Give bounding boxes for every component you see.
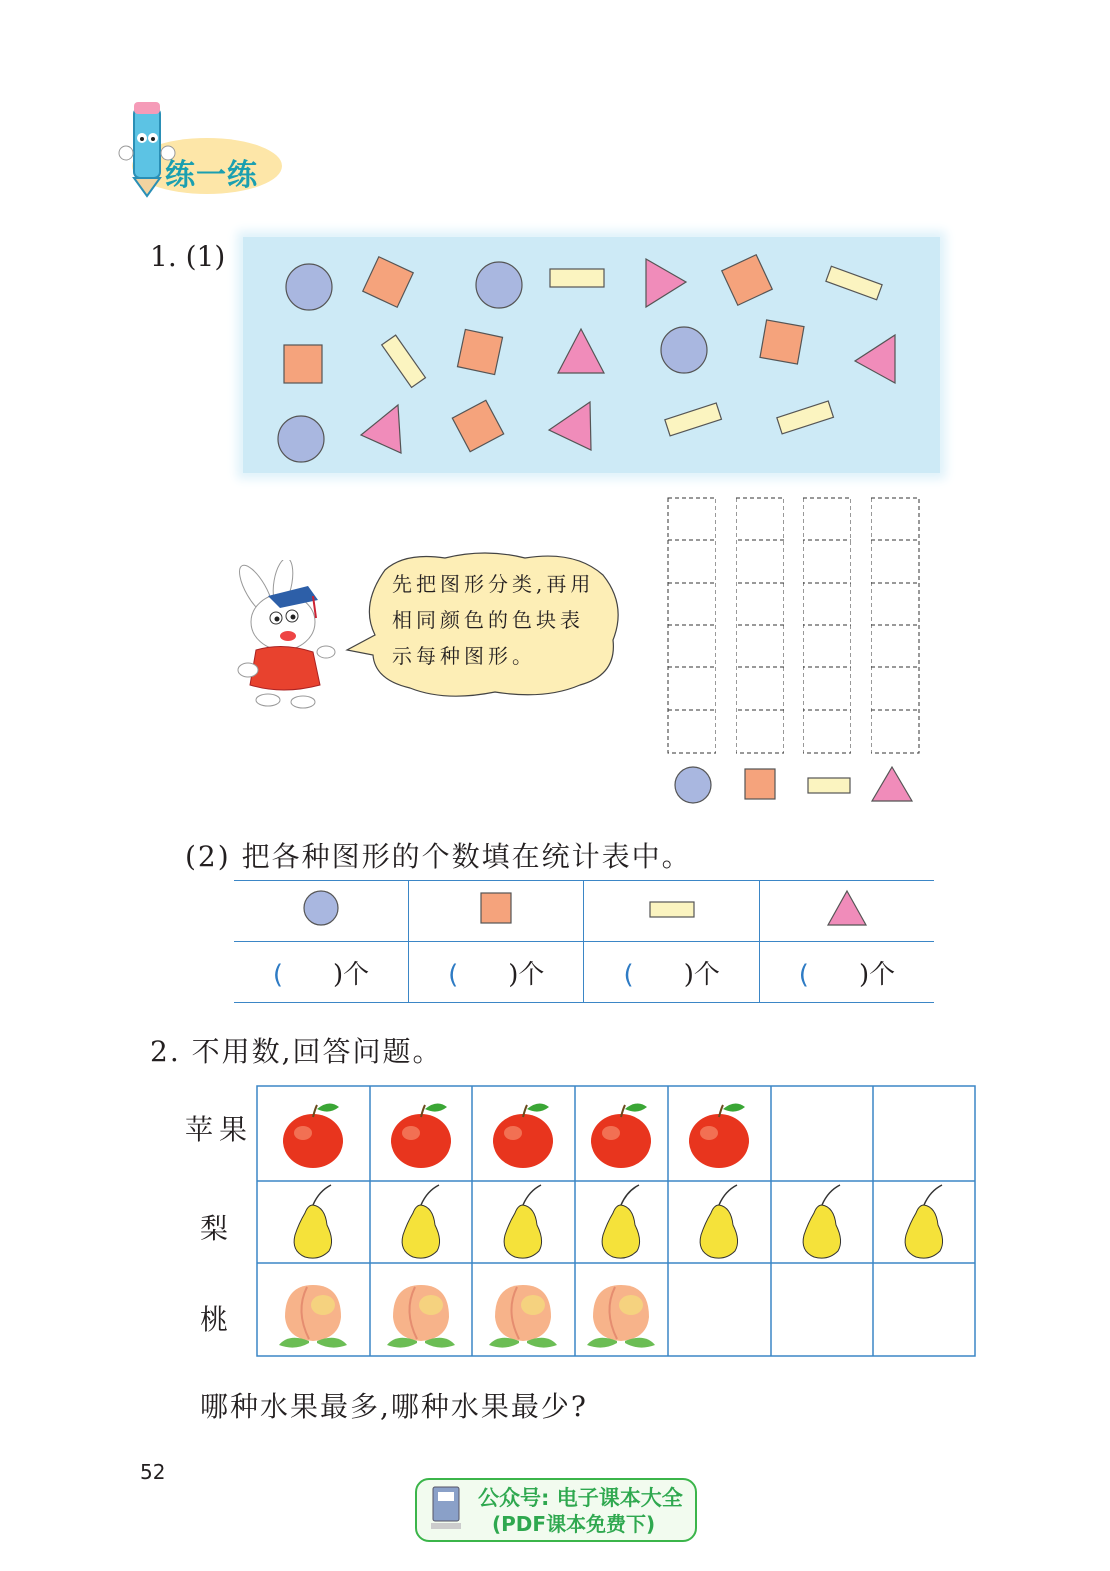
pear-icon: [294, 1185, 331, 1258]
hint-line: 相同颜色的色块表: [392, 608, 584, 632]
book-icon: [427, 1483, 467, 1535]
triangle-shape: [361, 405, 401, 453]
triangle-shape: [558, 329, 604, 373]
circle-icon: [301, 888, 341, 928]
square-shape: [284, 345, 322, 383]
apple-icon: [391, 1103, 451, 1168]
bunny-teacher-icon: [228, 560, 343, 710]
hint-line: 先把图形分类,再用: [392, 572, 595, 596]
circle-shape: [278, 416, 324, 462]
fruit-comparison-grid: [256, 1085, 976, 1357]
pear-icon: [700, 1185, 737, 1258]
rect-legend-icon: [808, 778, 850, 793]
triangle-header-cell: [759, 881, 934, 942]
circle-legend-icon: [675, 767, 711, 803]
square-header-cell: [409, 881, 584, 942]
circle-shape: [286, 264, 332, 310]
circle-shape: [476, 262, 522, 308]
square-shape: [760, 320, 804, 364]
triangle-legend-icon: [872, 767, 912, 801]
pear-icon: [402, 1185, 439, 1258]
square-shape: [363, 257, 413, 307]
square-shape: [722, 255, 772, 305]
question-1-2-label: (2) 把各种图形的个数填在统计表中。: [185, 840, 692, 873]
statistics-table: [234, 880, 934, 1003]
hint-text: [392, 566, 622, 674]
circle-header-cell: [234, 881, 409, 942]
coloring-grid: [665, 495, 925, 815]
square-shape: [457, 329, 502, 374]
page-number: 52: [140, 1460, 166, 1484]
apple-icon: [591, 1103, 651, 1168]
square-icon: [478, 890, 514, 926]
apple-icon: [689, 1103, 749, 1168]
pear-icon: [504, 1185, 541, 1258]
square-legend-icon: [745, 769, 775, 799]
rect-shape: [826, 266, 882, 300]
apple-icon: [283, 1103, 343, 1168]
question-1-label: 1. (1): [150, 240, 226, 273]
triangle-icon: [825, 888, 869, 928]
footer-line-2: (PDF课本免费下): [492, 1512, 656, 1536]
rect-shape: [382, 335, 426, 387]
answer-blank[interactable]: ( )个: [234, 942, 409, 1003]
pear-row-label: 梨: [200, 1212, 235, 1245]
apple-icon: [493, 1103, 553, 1168]
triangle-shape: [646, 259, 686, 307]
rect-shape: [777, 401, 834, 434]
rectangle-icon: [648, 899, 696, 919]
question-2-label: 2. 不用数,回答问题。: [150, 1035, 443, 1068]
peach-row-label: 桃: [200, 1303, 235, 1336]
apple-row-label: 苹果: [185, 1113, 254, 1146]
pear-icon: [803, 1185, 840, 1258]
practice-title: 练一练: [165, 158, 258, 193]
triangle-shape: [855, 335, 895, 383]
pear-icon: [905, 1185, 942, 1258]
peach-icon: [279, 1285, 347, 1348]
triangle-shape: [549, 402, 591, 450]
question-text: 哪种水果最多,哪种水果最少?: [200, 1390, 588, 1423]
peach-icon: [587, 1285, 655, 1348]
shape-board: [243, 237, 940, 473]
hint-line: 示每种图形。: [392, 644, 536, 668]
answer-blank[interactable]: ( )个: [584, 942, 759, 1003]
circle-shape: [661, 327, 707, 373]
answer-blank[interactable]: ( )个: [759, 942, 934, 1003]
answer-blank[interactable]: ( )个: [409, 942, 584, 1003]
peach-icon: [387, 1285, 455, 1348]
footer-line-1: 公众号: 电子课本大全: [478, 1486, 683, 1510]
square-shape: [452, 400, 503, 451]
rect-shape: [665, 403, 722, 436]
peach-icon: [489, 1285, 557, 1348]
rect-shape: [550, 269, 604, 287]
rect-header-cell: [584, 881, 759, 942]
pear-icon: [602, 1185, 639, 1258]
